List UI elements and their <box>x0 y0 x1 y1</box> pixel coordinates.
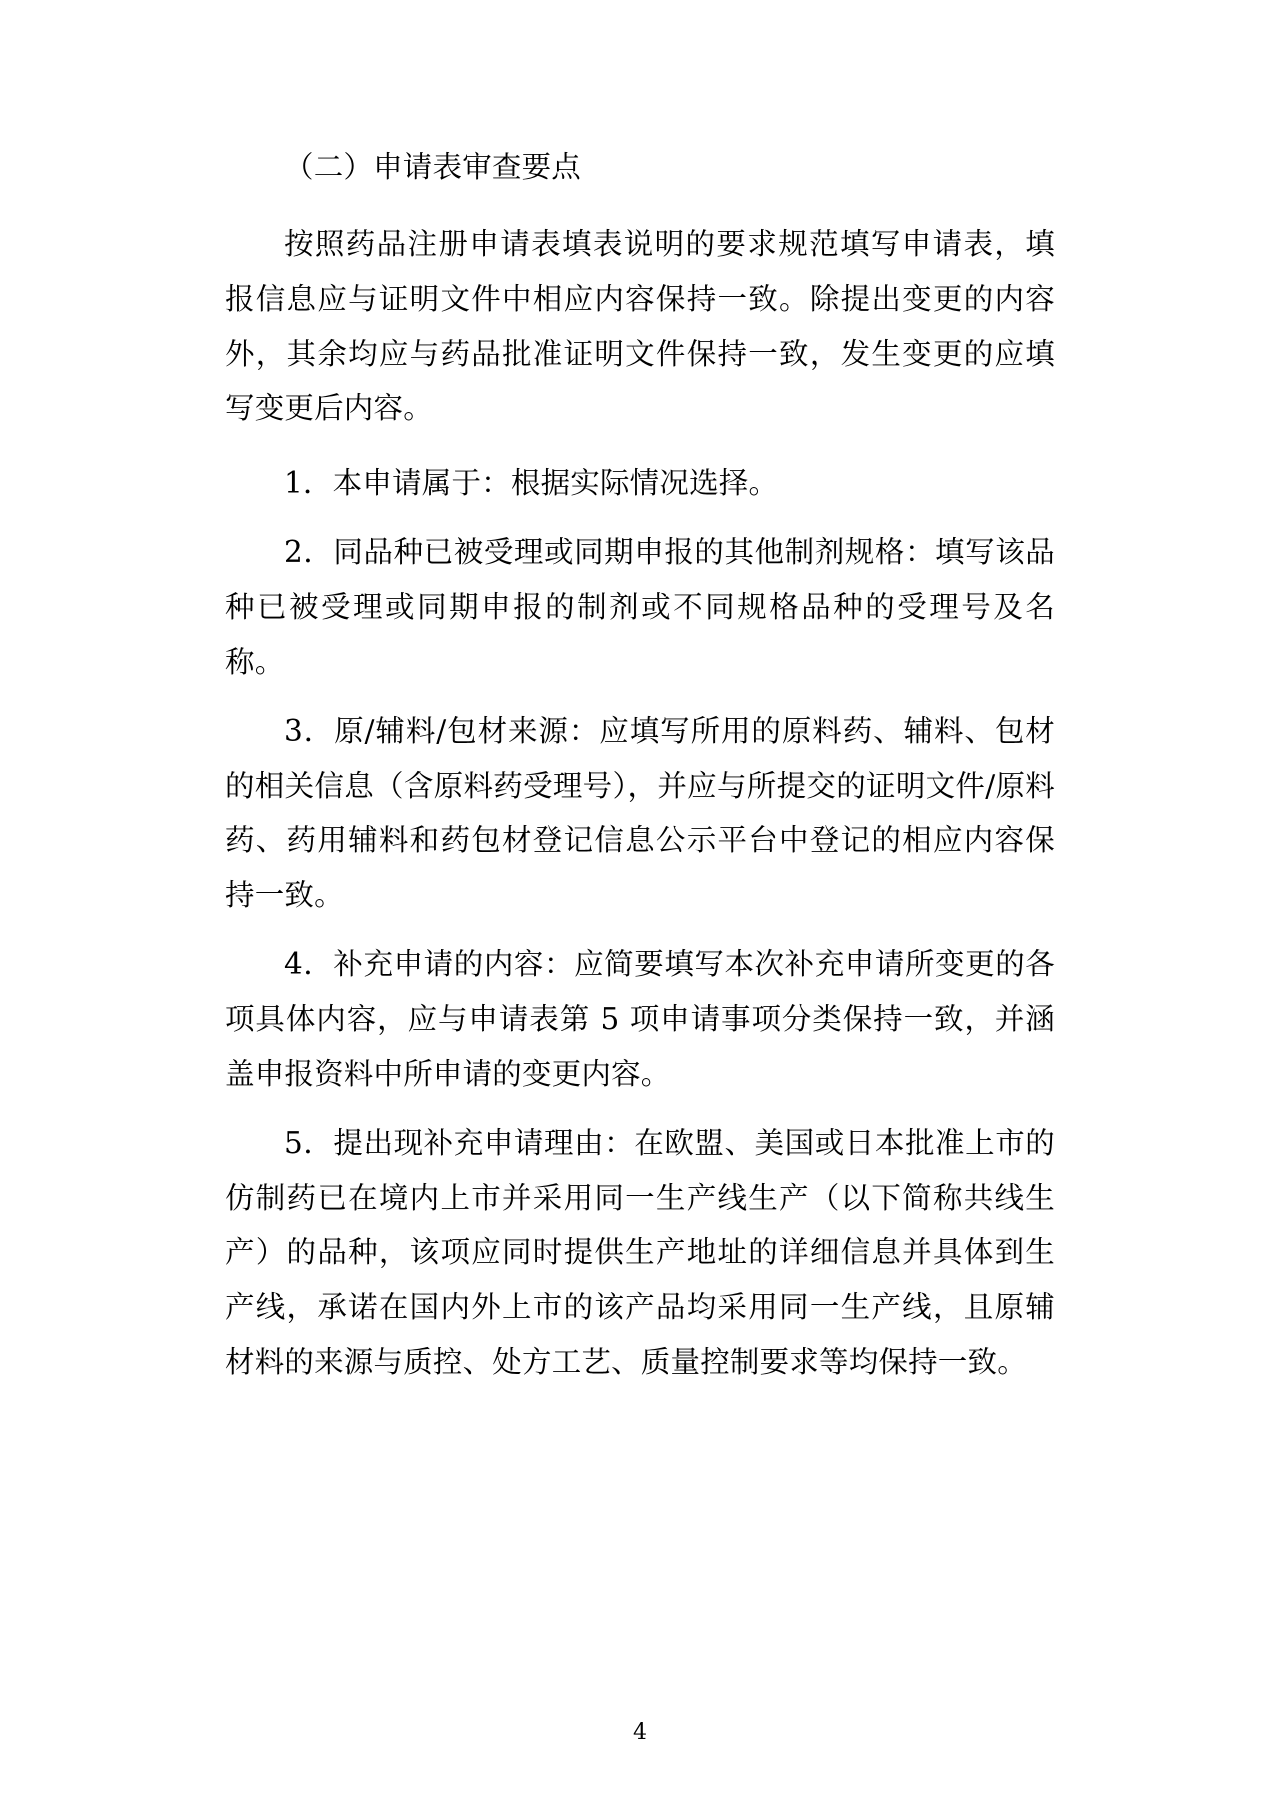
list-item-1: 1．本申请属于：根据实际情况选择。 <box>284 466 779 501</box>
section-heading: （二）申请表审查要点 <box>284 150 582 184</box>
page-number: 4 <box>633 1720 647 1745</box>
list-item-2: 2．同品种已被受理或同期申报的其他制剂规格：填写该品种已被受理或同期申报的制剂或不同规格品种的受理号及名称。 <box>225 535 1055 679</box>
intro-paragraph: 按照药品注册申请表填表说明的要求规范填写申请表，填报信息应与证明文件中相应内容保持一致。除提出变更的内容外，其余均应与药品批准证明文件保持一致，发生变更的应填写变更后内容。 <box>225 226 1055 426</box>
document-body <box>225 140 1055 1390</box>
list-item-3: 3．原/辅料/包材来源：应填写所用的原料药、辅料、包材的相关信息（含原料药受理号），并应与所提交的证明文件/原料药、药用辅料和药包材登记信息公示平台中登记的相应内容保持一致。 <box>225 713 1055 913</box>
list-item-5: 5．提出现补充申请理由：在欧盟、美国或日本批准上市的仿制药已在境内上市并采用同一生产线生产（以下简称共线生产）的品种，该项应同时提供生产地址的详细信息并具体到生产线，承诺在国内外上市的该产品均采用同一生产线，且原辅材料的来源与质控、处方工艺、质量控制要求等均保持一致。 <box>225 1125 1055 1380</box>
list-item-4: 4．补充申请的内容：应简要填写本次补充申请所变更的各项具体内容，应与申请表第 5 项申请事项分类保持一致，并涵盖申报资料中所申请的变更内容。 <box>225 947 1055 1091</box>
